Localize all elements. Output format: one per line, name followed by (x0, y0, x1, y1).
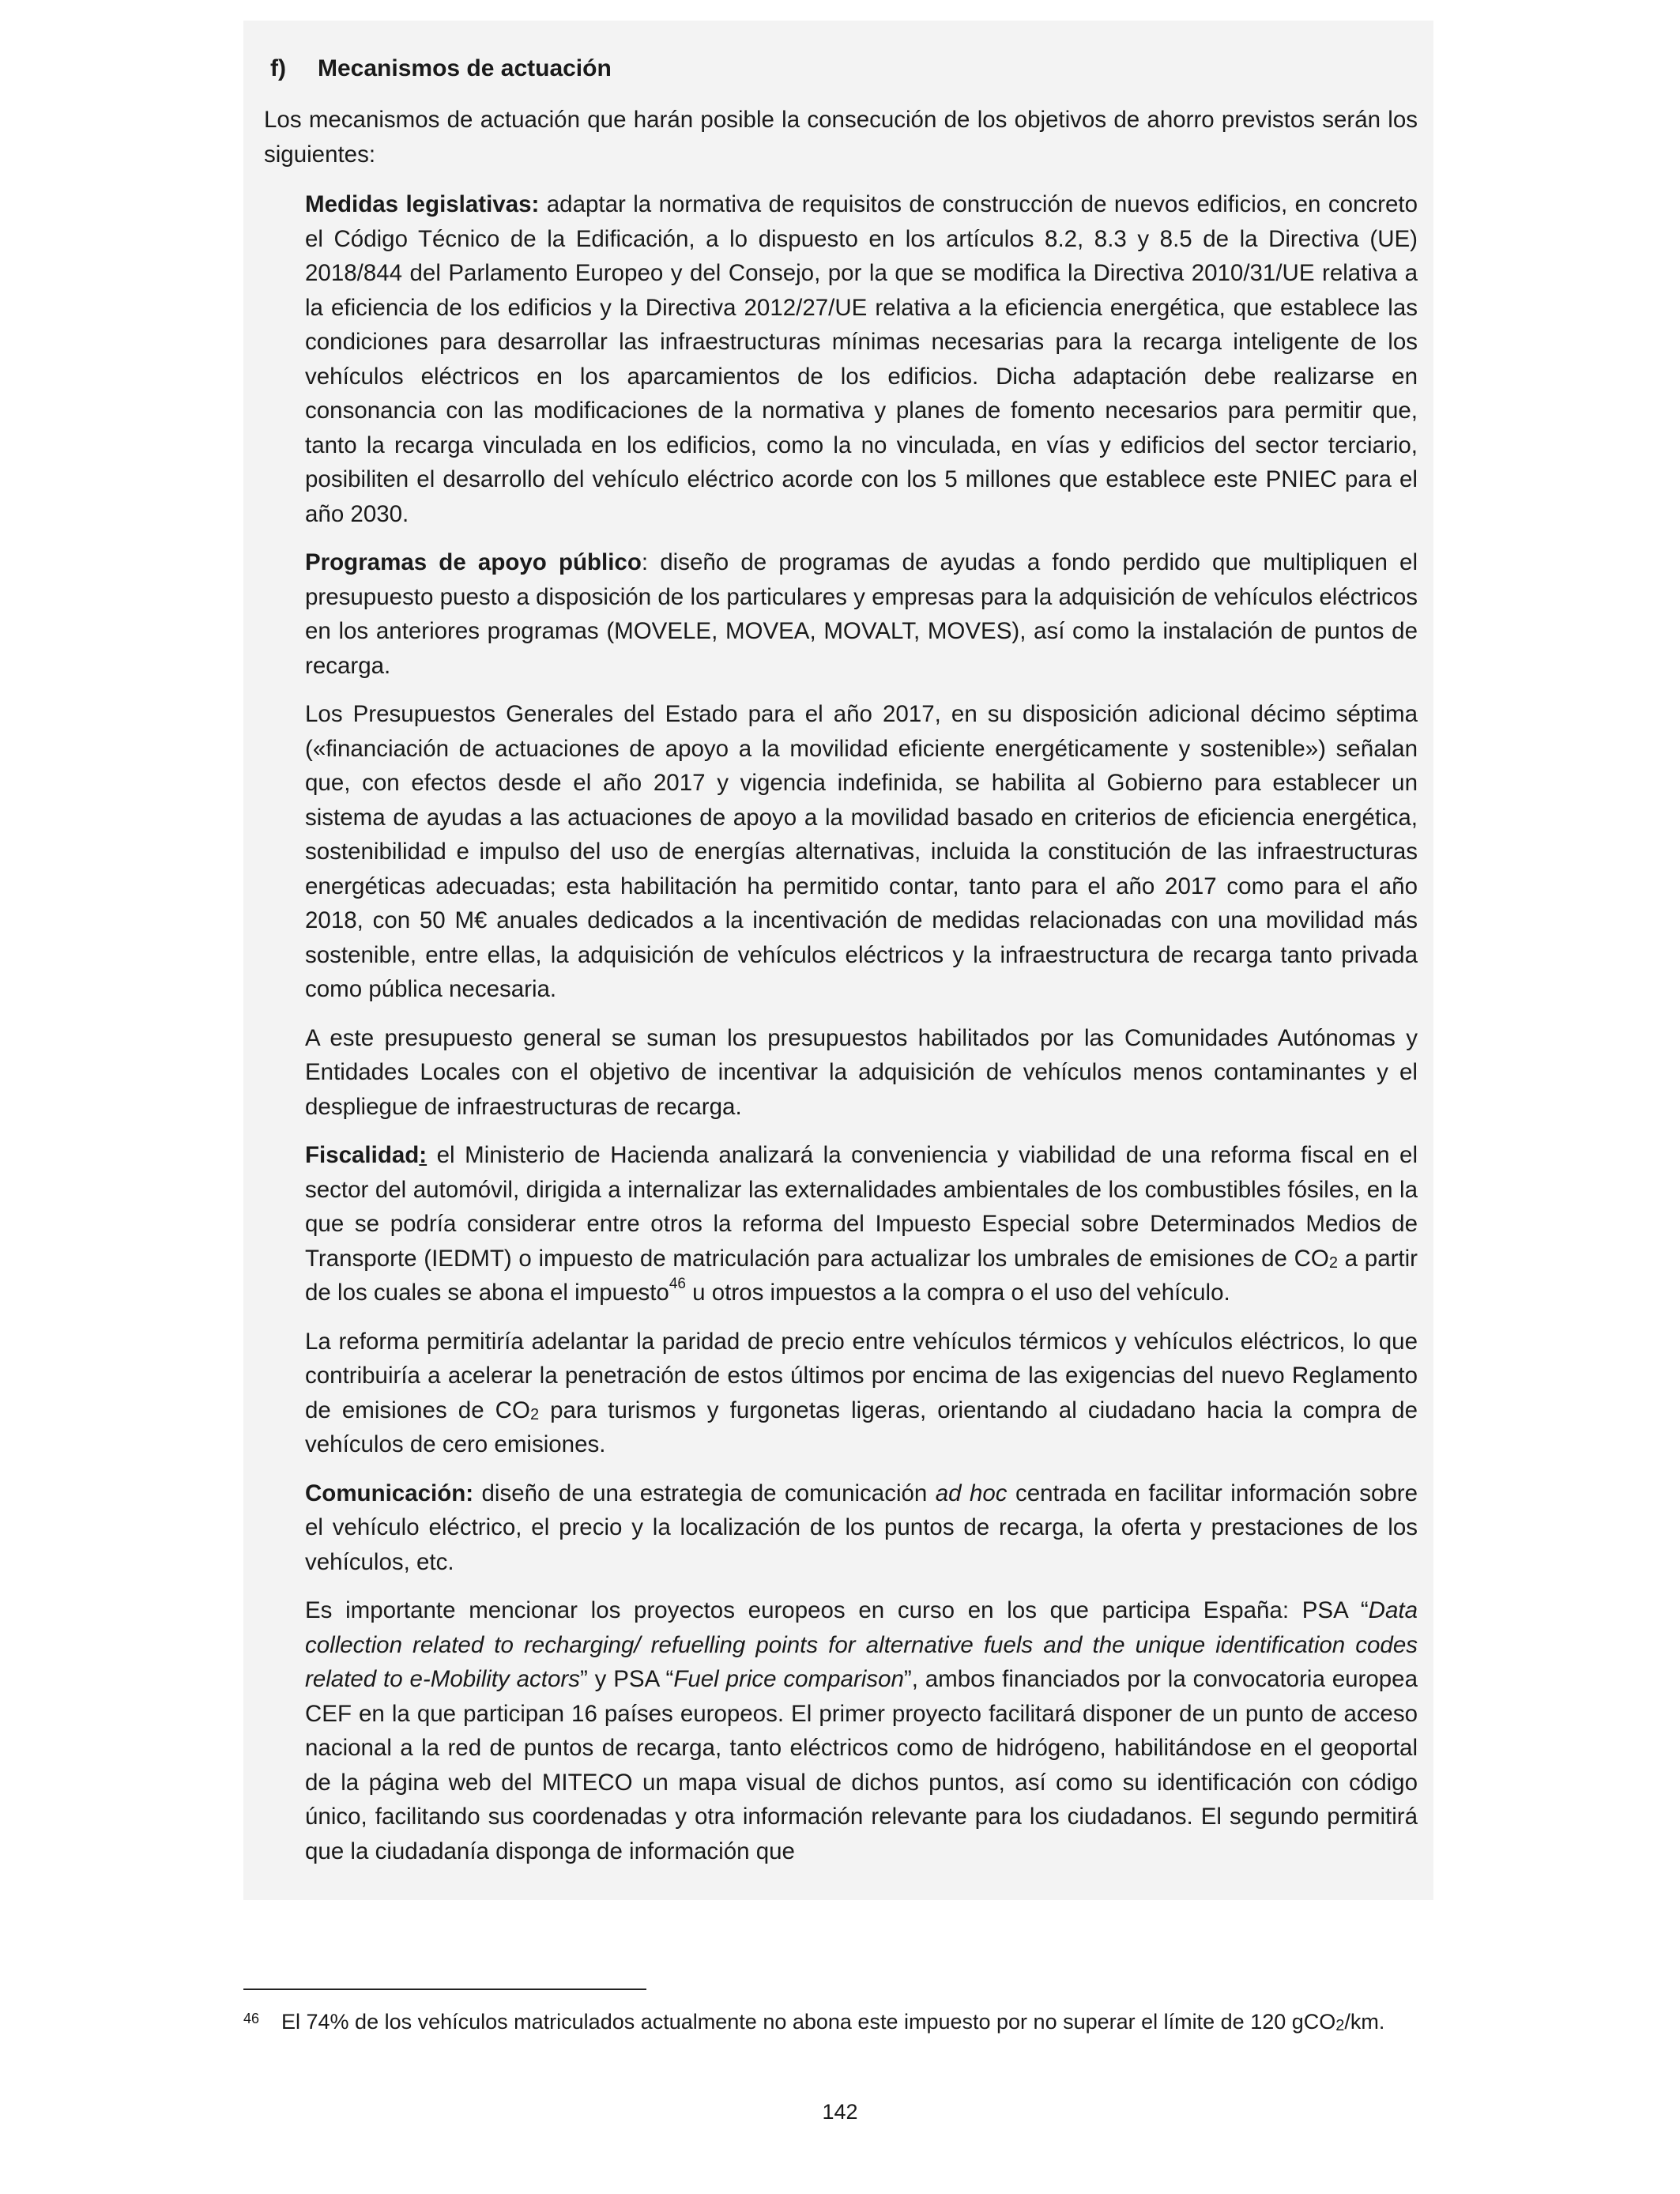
paragraph-fiscalidad: Fiscalidad: el Ministerio de Hacienda analizará la conveniencia y viabilidad de una reforma fiscal en el sector del automóvil, dirigida a internalizar las externalidades ambientales de los combustibles fósiles, en la que se podría considerar entre otros la reforma del Impuesto Especial sobre Determinados Medios de Transporte (IEDMT) o impuesto de matriculación para actualizar los umbrales de emisiones de $CO_2$ a partir de los cuales se abona el impuesto$^{46}$ u otros impuestos a la compra o el uso del vehículo. (305, 1142, 1418, 1306)
footnote (243, 2006, 1433, 2038)
label-legislativas: Medidas legislativas: (305, 191, 540, 217)
paragraph-reforma: La reforma permitiría adelantar la paridad de precio entre vehículos térmicos y vehículos eléctricos, lo que contribuiría a acelerar la penetración de estos últimos por encima de las exigencias del nuevo Reglamento de emisiones de $CO_2$ para turismos y furgonetas ligeras, orientando al ciudadano hacia la compra de vehículos de cero emisiones. (305, 1328, 1418, 1457)
footnote-text: El 74% de los vehículos matriculados actualmente no abona este impuesto por no superar el límite de 120 gCO$_2$/km. (281, 2010, 1385, 2034)
section-heading (270, 54, 1418, 84)
content-box (243, 21, 1433, 1900)
paragraph-proyectos: Es importante mencionar los proyectos europeos en curso en los que participa España: PSA “Data collection related to recharging/ refuelling points for alternative fuels and the unique identification codes related to e-Mobility actors” y PSA “Fuel price comparison”, ambos financiados por la convocatoria europea CEF en la que participan 16 países europeos. El primer proyecto facilitará disponer de un punto de acceso nacional a la red de puntos de recarga, tanto eléctricos como de hidrógeno, habilitándose en el geoportal de la página web del MITECO un mapa visual de dichos puntos, así como su identificación con código único, facilitando sus coordenadas y otra información relevante para los ciudadanos. El segundo permitirá que la ciudadanía disponga de información que (305, 1597, 1418, 1864)
paragraph-presupuestos: Los Presupuestos Generales del Estado para el año 2017, en su disposición adicional décimo séptima («financiación de actuaciones de apoyo a la movilidad eficiente energéticamente y sostenible») señalan que, con efectos desde el año 2017 y vigencia indefinida, se habilita al Gobierno para establecer un sistema de ayudas a las actuaciones de apoyo a la movilidad basado en criterios de eficiencia energética, sostenibilidad e impulso del uso de energías alternativas, incluida la constitución de las infraestructuras energéticas adecuadas; esta habilitación ha permitido contar, tanto para el año 2017 como para el año 2018, con 50 M€ anuales dedicados a la incentivación de medidas relacionadas con una movilidad más sostenible, entre ellas, la adquisición de vehículos eléctricos y la infraestructura de recarga tanto privada como pública necesaria. (305, 701, 1418, 1002)
section-title: Mecanismos de actuación (318, 55, 612, 81)
intro-paragraph: Los mecanismos de actuación que harán posible la consecución de los objetivos de ahorro previstos serán los siguientes: (264, 107, 1418, 168)
paragraph-presupuesto-general: A este presupuesto general se suman los presupuestos habilitados por las Comunidades Autónomas y Entidades Locales con el objetivo de incentivar la adquisición de vehículos menos contaminantes y el despliegue de infraestructuras de recarga. (305, 1024, 1418, 1120)
paragraph-programas: Programas de apoyo público: diseño de programas de ayudas a fondo perdido que multipliquen el presupuesto puesto a disposición de los particulares y empresas para la adquisición de vehículos eléctricos en los anteriores programas (MOVELE, MOVEA, MOVALT, MOVES), así como la instalación de puntos de recarga. (305, 549, 1418, 679)
label-programas: Programas de apoyo público (305, 549, 642, 575)
paragraph-legislativas: Medidas legislativas: adaptar la normativa de requisitos de construcción de nuevos edificios, en concreto el Código Técnico de la Edificación, a lo dispuesto en los artículos 8.2, 8.3 y 8.5 de la Directiva (UE) 2018/844 del Parlamento Europeo y del Consejo, por la que se modifica la Directiva 2010/31/UE relativa a la eficiencia de los edificios y la Directiva 2012/27/UE relativa a la eficiencia energética, que establece las condiciones para desarrollar las infraestructuras mínimas necesarias para la recarga inteligente de los vehículos eléctricos en los aparcamientos de los edificios. Dicha adaptación debe realizarse en consonancia con las modificaciones de la normativa y planes de fomento necesarios para permitir que, tanto la recarga vinculada en los edificios, como la no vinculada, en vías y edificios del sector terciario, posibiliten el desarrollo del vehículo eléctrico acorde con los 5 millones que establece este PNIEC para el año 2030. (305, 191, 1418, 527)
paragraph-comunicacion: Comunicación: diseño de una estrategia de comunicación ad hoc centrada en facilitar información sobre el vehículo eléctrico, el precio y la localización de los puntos de recarga, la oferta y prestaciones de los vehículos, etc. (305, 1480, 1418, 1575)
label-comunicacion: Comunicación: (305, 1480, 474, 1506)
footnote-separator (243, 1989, 646, 1990)
label-fiscalidad: Fiscalidad (305, 1142, 420, 1168)
section-letter: f) (270, 55, 286, 81)
page-number: 142 (822, 2100, 858, 2124)
footnote-ref[interactable]: 46 (669, 1276, 686, 1293)
footnote-number: 46 (243, 2011, 260, 2026)
